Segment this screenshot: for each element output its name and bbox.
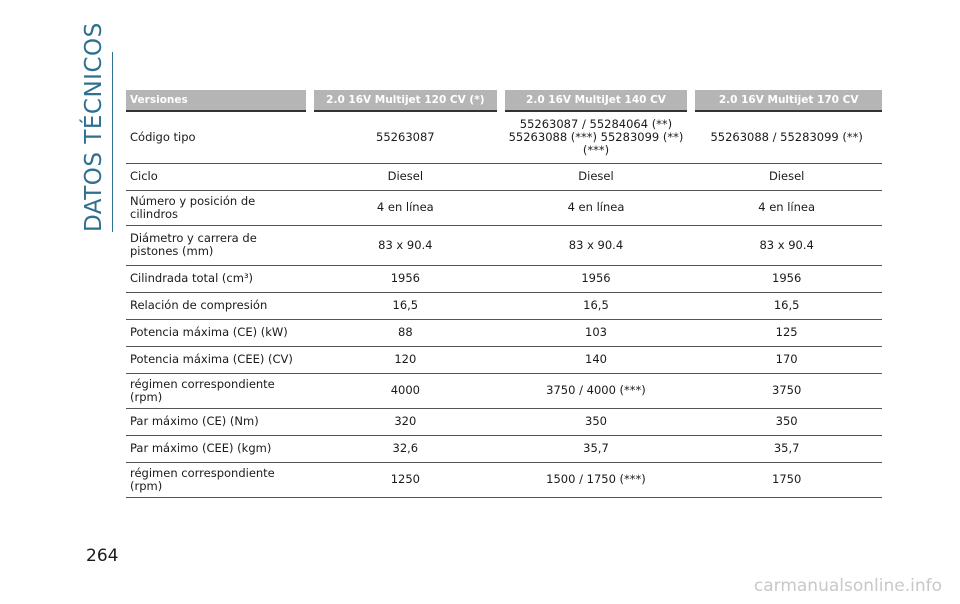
table-row: [126, 462, 882, 497]
row-label: Número y posición de cilindros: [126, 190, 310, 225]
cell-value: 55263088 / 55283099 (**): [691, 111, 882, 163]
row-label: Par máximo (CEE) (kgm): [126, 435, 310, 462]
cell-value: 1956: [310, 265, 501, 292]
cell-value: 1250: [310, 462, 501, 497]
cell-value: 16,5: [691, 292, 882, 319]
header-version-170cv: 2.0 16V Multijet 170 CV: [691, 90, 882, 111]
section-title: DATOS TÉCNICOS: [81, 22, 107, 232]
cell-value: 1500 / 1750 (***): [501, 462, 692, 497]
cell-value: 4 en línea: [691, 190, 882, 225]
table-row: [126, 346, 882, 373]
cell-value: Diesel: [501, 163, 692, 190]
cell-value: 4000: [310, 373, 501, 408]
cell-value: 3750: [691, 373, 882, 408]
cell-value: 32,6: [310, 435, 501, 462]
page-number: 264: [86, 546, 119, 566]
cell-value: 350: [501, 408, 692, 435]
row-label: Cilindrada total (cm³): [126, 265, 310, 292]
cell-value: 350: [691, 408, 882, 435]
cell-value: 83 x 90.4: [501, 225, 692, 265]
cell-value: 170: [691, 346, 882, 373]
cell-value: Diesel: [691, 163, 882, 190]
cell-value: 55263087 / 55284064 (**) 55263088 (***) 55283099 (**) (***): [501, 111, 692, 163]
cell-value: 35,7: [691, 435, 882, 462]
table-row: [126, 435, 882, 462]
cell-value: 35,7: [501, 435, 692, 462]
section-divider: [112, 52, 113, 232]
watermark-text: carmanualsonline.info: [753, 576, 942, 596]
table-row: [126, 373, 882, 408]
row-label: régimen correspondiente (rpm): [126, 462, 310, 497]
cell-value: 1956: [691, 265, 882, 292]
header-versions: Versiones: [126, 90, 310, 111]
header-version-140cv: 2.0 16V MultiJet 140 CV: [501, 90, 692, 111]
row-label: Potencia máxima (CE) (kW): [126, 319, 310, 346]
cell-value: 125: [691, 319, 882, 346]
table-row: [126, 319, 882, 346]
row-label: Ciclo: [126, 163, 310, 190]
table-header-row: [126, 90, 882, 111]
table-row: [126, 111, 882, 163]
row-label: Diámetro y carrera de pistones (mm): [126, 225, 310, 265]
cell-value: 140: [501, 346, 692, 373]
cell-value: 83 x 90.4: [310, 225, 501, 265]
cell-value: 103: [501, 319, 692, 346]
cell-value: 16,5: [310, 292, 501, 319]
table-row: [126, 292, 882, 319]
cell-value: Diesel: [310, 163, 501, 190]
row-label: Código tipo: [126, 111, 310, 163]
table-row: [126, 265, 882, 292]
cell-value: 83 x 90.4: [691, 225, 882, 265]
cell-value: 4 en línea: [310, 190, 501, 225]
row-label: Potencia máxima (CEE) (CV): [126, 346, 310, 373]
cell-value: 1750: [691, 462, 882, 497]
table-row: [126, 190, 882, 225]
cell-value: 4 en línea: [501, 190, 692, 225]
cell-value: 3750 / 4000 (***): [501, 373, 692, 408]
cell-value: 88: [310, 319, 501, 346]
row-label: régimen correspondiente (rpm): [126, 373, 310, 408]
header-version-120cv: 2.0 16V Multijet 120 CV (*): [310, 90, 501, 111]
engine-spec-table: [126, 90, 882, 498]
cell-value: 120: [310, 346, 501, 373]
cell-value: 1956: [501, 265, 692, 292]
cell-value: 16,5: [501, 292, 692, 319]
cell-value: 320: [310, 408, 501, 435]
table-row: [126, 225, 882, 265]
cell-value: 55263087: [310, 111, 501, 163]
table-row: [126, 163, 882, 190]
row-label: Par máximo (CE) (Nm): [126, 408, 310, 435]
row-label: Relación de compresión: [126, 292, 310, 319]
table-row: [126, 408, 882, 435]
